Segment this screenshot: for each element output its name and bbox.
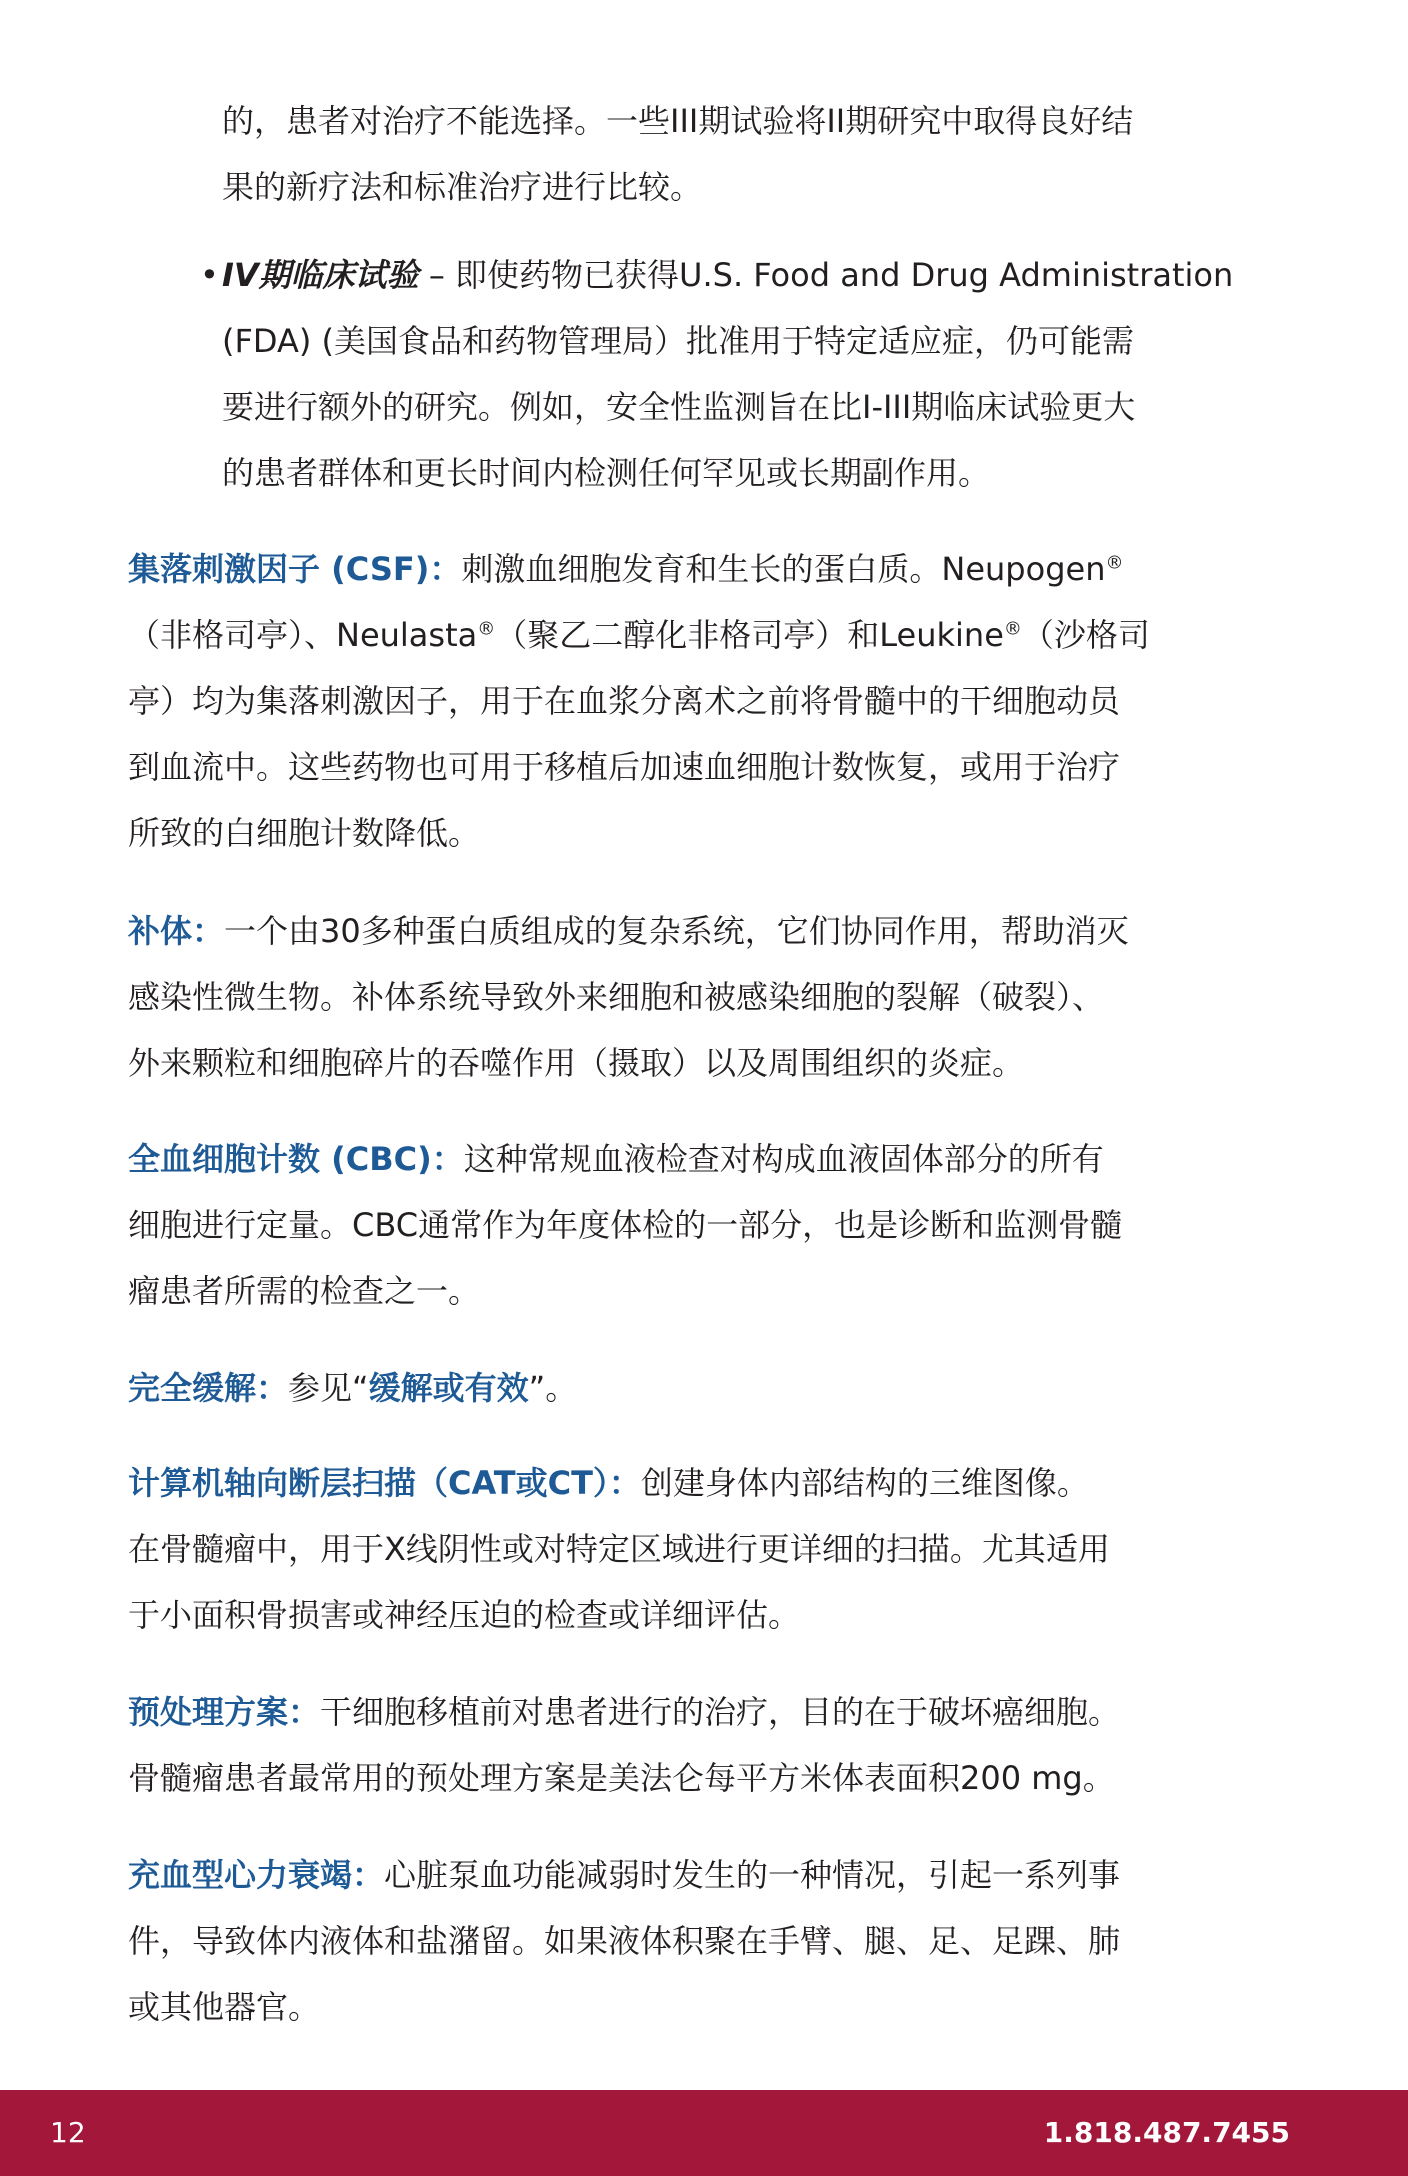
definition-text: ”。: [528, 1369, 578, 1407]
text-line: 在骨髓瘤中，用于X线阴性或对特定区域进行更详细的扫描。尤其适用: [128, 1530, 1110, 1568]
definition-text: 创建身体内部结构的三维图像。: [640, 1464, 1089, 1502]
text-line: [222, 242, 1292, 308]
text-line: 的，患者对治疗不能选择。一些III期试验将II期研究中取得良好结: [222, 102, 1134, 140]
text-line: 果的新疗法和标准治疗进行比较。: [222, 168, 703, 206]
term-label: 充血型心力衰竭：: [128, 1856, 385, 1894]
term-label: 完全缓解：: [128, 1369, 289, 1407]
text-line: 或其他器官。: [128, 1988, 321, 2026]
definition-text: （沙格司: [1021, 616, 1150, 654]
text-line: (FDA) (美国食品和药物管理局）批准用于特定适应症，仍可能需: [222, 322, 1135, 360]
term-label: 补体：: [128, 912, 225, 950]
definition-text: 一个由30多种蛋白质组成的复杂系统，它们协同作用，帮助消灭: [224, 912, 1129, 950]
definition-text: 干细胞移植前对患者进行的治疗，目的在于破坏癌细胞。: [320, 1693, 1121, 1731]
text-line: 亭）均为集落刺激因子，用于在血浆分离术之前将骨髓中的干细胞动员: [128, 682, 1121, 720]
text-line: 的患者群体和更长时间内检测任何罕见或长期副作用。: [222, 454, 991, 492]
term-label: 全血细胞计数 (CBC)：: [128, 1140, 464, 1178]
text-line: 感染性微生物。补体系统导致外来细胞和被感染细胞的裂解（破裂）、: [128, 978, 1105, 1016]
text-line: 于小面积骨损害或神经压迫的检查或详细评估。: [128, 1596, 801, 1634]
text-line: [128, 898, 1292, 964]
registered-mark: ®: [1003, 618, 1022, 640]
text-line: 瘤患者所需的检查之一。: [128, 1272, 481, 1310]
glossary-entry-complement: [128, 898, 1292, 1096]
text-line: [128, 602, 1292, 668]
glossary-entry-chf: [128, 1842, 1292, 2040]
phone-number[interactable]: 1.818.487.7455: [1043, 2116, 1290, 2149]
bullet-icon: •: [200, 256, 219, 294]
glossary-entry-csf: [128, 536, 1292, 866]
text-line: 骨髓瘤患者最常用的预处理方案是美法仑每平方米体表面积200 mg。: [128, 1759, 1115, 1797]
term-label: 集落刺激因子 (CSF)：: [128, 550, 462, 588]
glossary-entry-conditioning: [128, 1679, 1292, 1811]
page-number: 12: [50, 2116, 86, 2149]
definition-text: 这种常规血液检查对构成血液固体部分的所有: [463, 1140, 1104, 1178]
phase4-def: – 即使药物已获得U.S. Food and Drug Administration: [418, 256, 1234, 294]
phase4-term: IV期临床试验: [222, 256, 419, 294]
glossary-entry-cbc: [128, 1126, 1292, 1324]
text-line: [128, 1842, 1292, 1908]
text-line: 所致的白细胞计数降低。: [128, 814, 481, 852]
page-footer: [0, 2090, 1408, 2176]
phase3-continuation: [222, 88, 1292, 220]
text-line: [128, 1126, 1292, 1192]
definition-text: 参见“: [288, 1369, 369, 1407]
text-line: [128, 1450, 1292, 1516]
definition-text: （聚乙二醇化非格司亭）和Leukine: [495, 616, 1004, 654]
definition-text: 心脏泵血功能减弱时发生的一种情况，引起一系列事: [384, 1856, 1121, 1894]
glossary-entry-complete-remission: [128, 1355, 1292, 1421]
registered-mark: ®: [1105, 552, 1124, 574]
text-line: [128, 1679, 1292, 1745]
definition-text: （非格司亭）、Neulasta: [128, 616, 478, 654]
cross-reference-link[interactable]: 缓解或有效: [368, 1369, 529, 1407]
text-line: [128, 536, 1292, 602]
term-label: 计算机轴向断层扫描（CAT或CT）：: [128, 1464, 641, 1502]
definition-text: 刺激血细胞发育和生长的蛋白质。Neupogen: [461, 550, 1106, 588]
text-line: 要进行额外的研究。例如，安全性监测旨在比I-III期临床试验更大: [222, 388, 1136, 426]
text-line: [128, 1355, 1292, 1421]
text-line: 外来颗粒和细胞碎片的吞噬作用（摄取）以及周围组织的炎症。: [128, 1044, 1025, 1082]
text-line: 件，导致体内液体和盐潴留。如果液体积聚在手臂、腿、足、足踝、肺: [128, 1922, 1121, 1960]
registered-mark: ®: [477, 618, 496, 640]
term-label: 预处理方案：: [128, 1693, 321, 1731]
glossary-entry-ct: [128, 1450, 1292, 1648]
phase4-entry: [200, 242, 1292, 506]
text-line: 细胞进行定量。CBC通常作为年度体检的一部分，也是诊断和监测骨髓: [128, 1206, 1123, 1244]
text-line: 到血流中。这些药物也可用于移植后加速血细胞计数恢复，或用于治疗: [128, 748, 1121, 786]
